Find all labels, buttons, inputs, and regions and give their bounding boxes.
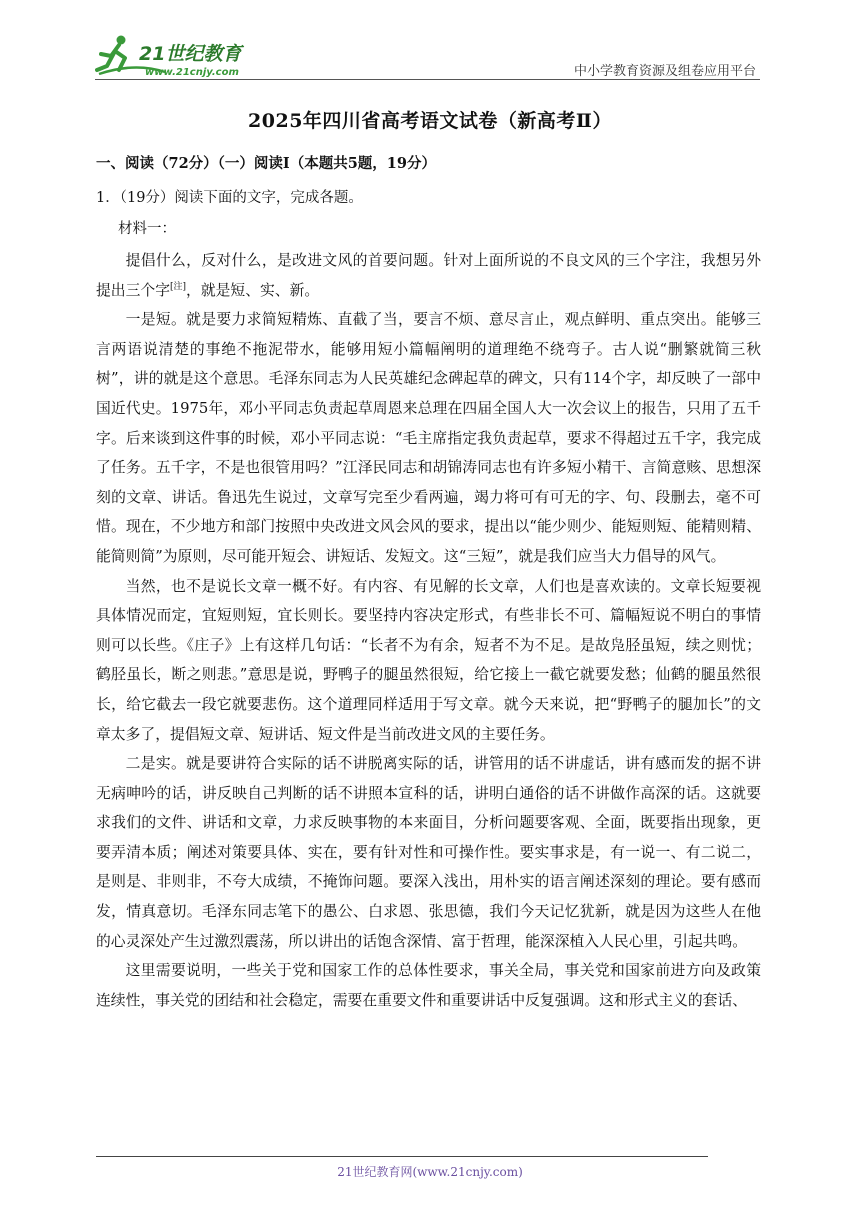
paragraph-3: 当然，也不是说长文章一概不好。有内容、有见解的长文章，人们也是喜欢读的。文章长短要视具体情况而定，宜短则短，宜长则长。要坚持内容决定形式，有些非长不可、篇幅短说不明白的事情则可以长些。《庄子》上有这样几句话：“长者不为有余，短者不为不足。是故凫胫虽短，续之则忧；鹤胫虽长，断之则悲。”意思是说，野鸭子的腿虽然很短，给它接上一截它就要发愁；仙鹤的腿虽然很长，给它截去一段它就要悲伤。这个道理同样适用于写文章。就今天来说，把“野鸭子的腿加长”的文章太多了，提倡短文章、短讲话、短文件是当前改进文风的主要任务。 [96,577,761,743]
paragraph-5: 这里需要说明，一些关于党和国家工作的总体性要求，事关全局，事关党和国家前进方向及政策连续性，事关党的团结和社会稳定，需要在重要文件和重要讲话中反复强调。这和形式主义的套话、 [96,962,761,1009]
brand-logo [95,32,260,80]
material-label: 材料一： [118,221,176,237]
logo-sub-text: www.21cnjy.com [145,67,239,78]
question-stem: 1．（19分）阅读下面的文字，完成各题。 [96,190,363,206]
header-divider [95,79,760,80]
footer-text: 21世纪教育网(www.21cnjy.com) [337,1165,523,1179]
logo-main-text: 21世纪教育 [139,43,242,65]
footer-divider [96,1156,708,1157]
footnote-marker: [注] [170,281,187,292]
section-heading: 一、阅读（72分）（一）阅读I（本题共5题，19分） [96,155,436,172]
page-header [95,30,760,82]
paragraph-1: 提倡什么，反对什么，是改进文风的首要问题。针对上面所说的不良文风的三个字注，我想另外提出三个字[注]，就是短、实、新。 [96,252,761,299]
platform-name: 中小学教育资源及组卷应用平台 [573,64,756,79]
exam-title: 2025年四川省高考语文试卷（新高考Ⅱ） [248,110,612,132]
paragraph-2: 一是短。就是要力求简短精炼、直截了当，要言不烦、意尽言止，观点鲜明、重点突出。能够三言两语说清楚的事绝不拖泥带水，能够用短小篇幅阐明的道理绝不绕弯子。古人说“删繁就简三秋树”，讲的就是这个意思。毛泽东同志为人民英雄纪念碑起草的碑文，只有114个字，却反映了一部中国近代史。1975年，邓小平同志负责起草周恩来总理在四届全国人大一次会议上的报告，只用了五千字。后来谈到这件事的时候，邓小平同志说：“毛主席指定我负责起草，要求不得超过五千字，我完成了任务。五千字，不是也很管用吗？”江泽民同志和胡锦涛同志也有许多短小精干、言简意赅、思想深刻的文章、讲话。鲁迅先生说过，文章写完至少看两遍，竭力将可有可无的字、句、段删去，毫不可惜。现在，不少地方和部门按照中央改进文风会风的要求，提出以“能少则少、能短则短、能精则精、能简则简”为原则，尽可能开短会、讲短话、发短文。这“三短”，就是我们应当大力倡导的风气。 [96,311,761,565]
paragraph-4: 二是实。就是要讲符合实际的话不讲脱离实际的话，讲管用的话不讲虚话，讲有感而发的据不讲无病呻吟的话，讲反映自己判断的话不讲照本宣科的话，讲明白通俗的话不讲做作高深的话。这就要求我们的文件、讲话和文章，力求反映事物的本来面目，分析问题要客观、全面，既要指出现象，更要弄清本质；阐述对策要具体、实在，要有针对性和可操作性。要实事求是，有一说一、有二说二，是则是、非则非，不夸大成绩，不掩饰问题。要深入浅出，用朴实的语言阐述深刻的理论。要有感而发，情真意切。毛泽东同志笔下的愚公、白求恩、张思德，我们今天记忆犹新，就是因为这些人在他的心灵深处产生过激烈震荡，所以讲出的话饱含深情、富于哲理，能深深植入人民心里，引起共鸣。 [96,755,761,950]
reading-passage [96,246,761,1015]
